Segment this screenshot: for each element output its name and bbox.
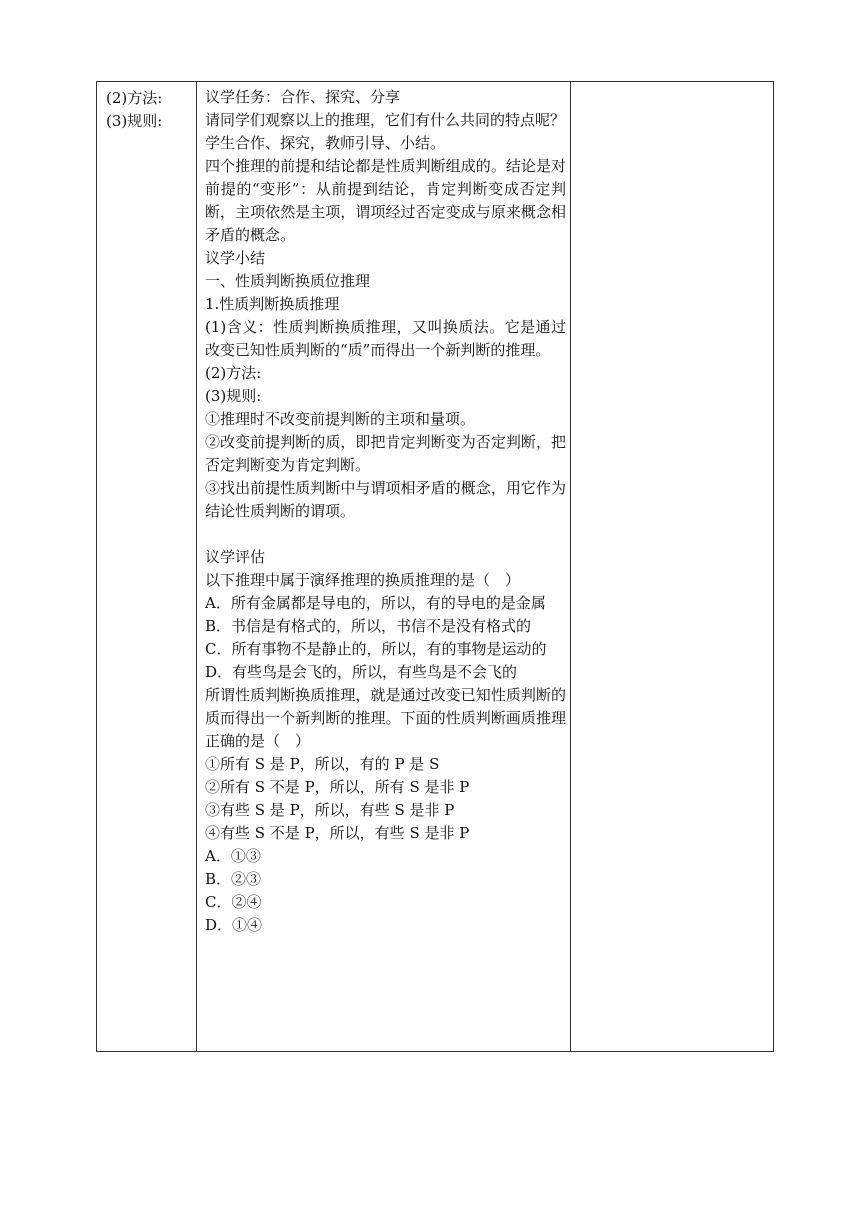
- assessment-heading: 议学评估: [205, 548, 266, 566]
- activity-note: 学生合作、探究，教师引导、小结。: [205, 134, 446, 152]
- subsection-heading: 1.性质判断换质推理: [205, 295, 340, 313]
- question-2-item-3: ③有些 S 是 P，所以，有些 S 是非 P: [205, 801, 455, 819]
- rules-label: (3)规则:: [205, 387, 262, 405]
- summary-heading: 议学小结: [205, 249, 266, 267]
- observation-summary: 四个推理的前提和结论都是性质判断组成的。结论是对前提的“变形”：从前提到结论，肯定判断变成否定判断，主项依然是主项，谓项经过否定变成与原来概念相矛盾的概念。: [205, 157, 566, 244]
- left-column-cell: [97, 82, 197, 1051]
- question-1-stem: 以下推理中属于演绎推理的换质推理的是（ ）: [205, 571, 521, 589]
- question-2-item-1: ①所有 S 是 P，所以，有的 P 是 S: [205, 755, 440, 773]
- middle-column-text: [205, 86, 566, 937]
- rule-3: ③找出前提性质判断中与谓项相矛盾的概念，用它作为结论性质判断的谓项。: [205, 479, 566, 520]
- question-1-option-a: A．所有金属都是导电的，所以，有的导电的是金属: [205, 594, 546, 612]
- rule-1: ①推理时不改变前提判断的主项和量项。: [205, 410, 476, 428]
- question-2-option-b: B．②③: [205, 870, 262, 888]
- right-column-cell: [571, 82, 773, 1051]
- left-line-method: (2)方法:: [106, 89, 163, 107]
- definition-text: (1)含义：性质判断换质推理，又叫换质法。它是通过改变已知性质判断的“质”而得出一个新判断的推理。: [205, 318, 566, 359]
- method-label: (2)方法:: [205, 364, 262, 382]
- blank-line: [205, 523, 566, 546]
- rule-2: ②改变前提判断的质，即把肯定判断变为否定判断，把否定判断变为肯定判断。: [205, 433, 566, 474]
- middle-column-cell: [197, 82, 571, 1051]
- left-column-text: [106, 87, 162, 133]
- question-2-option-a: A．①③: [205, 847, 261, 865]
- section-heading: 一、性质判断换质位推理: [205, 272, 371, 290]
- left-line-rules: (3)规则:: [106, 112, 163, 130]
- task-heading: 议学任务：合作、探究、分享: [205, 88, 401, 106]
- question-2-option-c: C．②④: [205, 893, 262, 911]
- question-2-item-2: ②所有 S 不是 P，所以，所有 S 是非 P: [205, 778, 470, 796]
- question-2-option-d: D．①④: [205, 916, 263, 934]
- question-1-option-d: D．有些鸟是会飞的，所以，有些鸟是不会飞的: [205, 663, 518, 681]
- observe-question: 请同学们观察以上的推理，它们有什么共同的特点呢？: [205, 111, 566, 129]
- question-2-stem: 所谓性质判断换质推理，就是通过改变已知性质判断的质而得出一个新判断的推理。下面的性质判断画质推理正确的是（ ）: [205, 686, 566, 750]
- question-2-item-4: ④有些 S 不是 P，所以，有些 S 是非 P: [205, 824, 470, 842]
- lesson-table: [96, 81, 774, 1052]
- question-1-option-c: C．所有事物不是静止的，所以，有的事物是运动的: [205, 640, 547, 658]
- question-1-option-b: B．书信是有格式的，所以，书信不是没有格式的: [205, 617, 532, 635]
